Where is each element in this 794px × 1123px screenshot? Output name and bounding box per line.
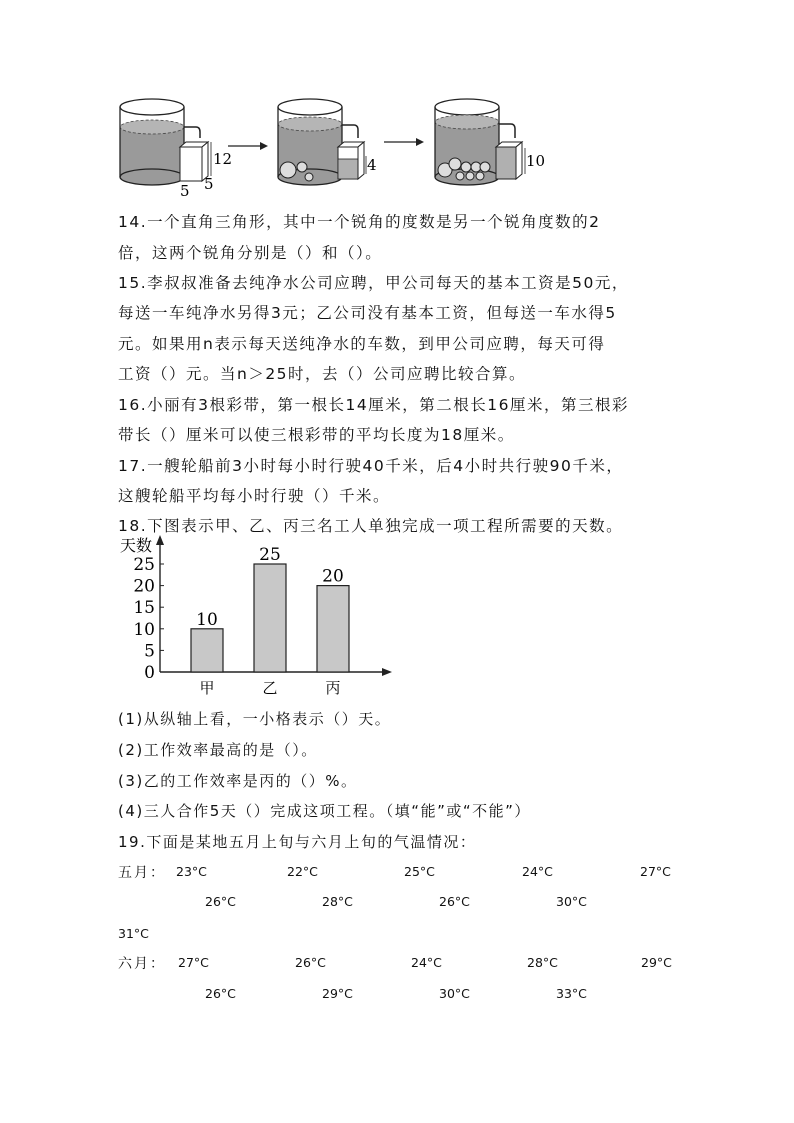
bar <box>254 564 286 672</box>
x-category-label: 丙 <box>325 679 341 697</box>
label-height-10: 10 <box>526 152 546 170</box>
may-temp: 24°C <box>522 864 553 879</box>
container-2 <box>278 99 424 185</box>
q18-sub1: (1)从纵轴上看，一小格表示（）天。 <box>118 710 392 728</box>
y-tick-label: 20 <box>133 576 155 597</box>
june-temp: 27°C <box>178 955 209 970</box>
x-category-label: 甲 <box>199 679 215 697</box>
label-width-5: 5 <box>180 182 190 197</box>
bar-data-label: 20 <box>322 566 344 587</box>
june-temp: 26°C <box>295 955 326 970</box>
q15-line1: 15.李叔叔准备去纯净水公司应聘，甲公司每天的基本工资是50元， <box>118 274 629 292</box>
q17-line2: 这艘轮船平均每小时行驶（）千米。 <box>118 487 391 505</box>
bar-chart <box>112 533 402 705</box>
may-label: 五月： <box>118 865 166 881</box>
june-temp: 29°C <box>322 986 353 1001</box>
y-tick-label: 15 <box>133 598 155 619</box>
may-temp: 26°C <box>439 894 470 909</box>
june-label: 六月： <box>118 956 166 972</box>
bar <box>317 586 349 672</box>
label-depth-5: 5 <box>204 175 214 193</box>
bar-data-label: 25 <box>259 545 281 565</box>
container-1 <box>120 99 268 197</box>
may-temp: 23°C <box>176 864 207 879</box>
q18-sub4: (4)三人合作5天（）完成这项工程。（填“能”或“不能”） <box>118 802 531 820</box>
x-category-label: 乙 <box>262 679 278 697</box>
q16-line1: 16.小丽有3根彩带，第一根长14厘米，第二根长16厘米，第三根彩 <box>118 396 629 414</box>
may-temp: 26°C <box>205 894 236 909</box>
container-figure <box>110 92 560 197</box>
may-temp: 31°C <box>118 926 149 941</box>
q15-line2: 每送一车纯净水另得3元；乙公司没有基本工资，但每送一车水得5 <box>118 304 617 322</box>
q19-prompt: 19.下面是某地五月上旬与六月上旬的气温情况： <box>118 833 477 851</box>
y-tick-label: 10 <box>133 619 155 640</box>
q18-prompt: 18.下图表示甲、乙、丙三名工人单独完成一项工程所需要的天数。 <box>118 517 624 535</box>
label-height-4: 4 <box>367 156 377 174</box>
june-temp: 30°C <box>439 986 470 1001</box>
q15-line3: 元。如果用n表示每天送纯净水的车数，到甲公司应聘，每天可得 <box>118 335 606 353</box>
june-temp: 24°C <box>411 955 442 970</box>
q18-sub3: (3)乙的工作效率是丙的（）%。 <box>118 772 358 790</box>
may-temp: 30°C <box>556 894 587 909</box>
may-temp: 27°C <box>640 864 671 879</box>
may-temp: 28°C <box>322 894 353 909</box>
may-temp: 25°C <box>404 864 435 879</box>
june-temp: 33°C <box>556 986 587 1001</box>
june-temp: 28°C <box>527 955 558 970</box>
q15-line4: 工资（）元。当n＞25时，去（）公司应聘比较合算。 <box>118 365 527 383</box>
bar <box>191 629 223 672</box>
q16-line2: 带长（）厘米可以使三根彩带的平均长度为18厘米。 <box>118 426 515 444</box>
y-axis-arrow <box>156 535 164 545</box>
chart-ylabel: 天数 <box>120 536 153 555</box>
q17-line1: 17.一艘轮船前3小时每小时行驶40千米，后4小时共行驶90千米， <box>118 457 624 475</box>
label-height-12: 12 <box>213 150 233 168</box>
y-tick-label: 0 <box>144 663 155 683</box>
q14-line1: 14.一个直角三角形，其中一个锐角的度数是另一个锐角度数的2 <box>118 213 601 231</box>
y-tick-label: 25 <box>133 555 155 575</box>
container-3 <box>435 99 545 185</box>
may-temp: 22°C <box>287 864 318 879</box>
x-axis-arrow <box>382 668 392 676</box>
bar-data-label: 10 <box>196 609 218 630</box>
q14-line2: 倍，这两个锐角分别是（）和（）。 <box>118 244 383 262</box>
y-tick-label: 5 <box>144 641 155 662</box>
june-temp: 29°C <box>641 955 672 970</box>
june-temp: 26°C <box>205 986 236 1001</box>
q18-sub2: (2)工作效率最高的是（）。 <box>118 741 318 759</box>
